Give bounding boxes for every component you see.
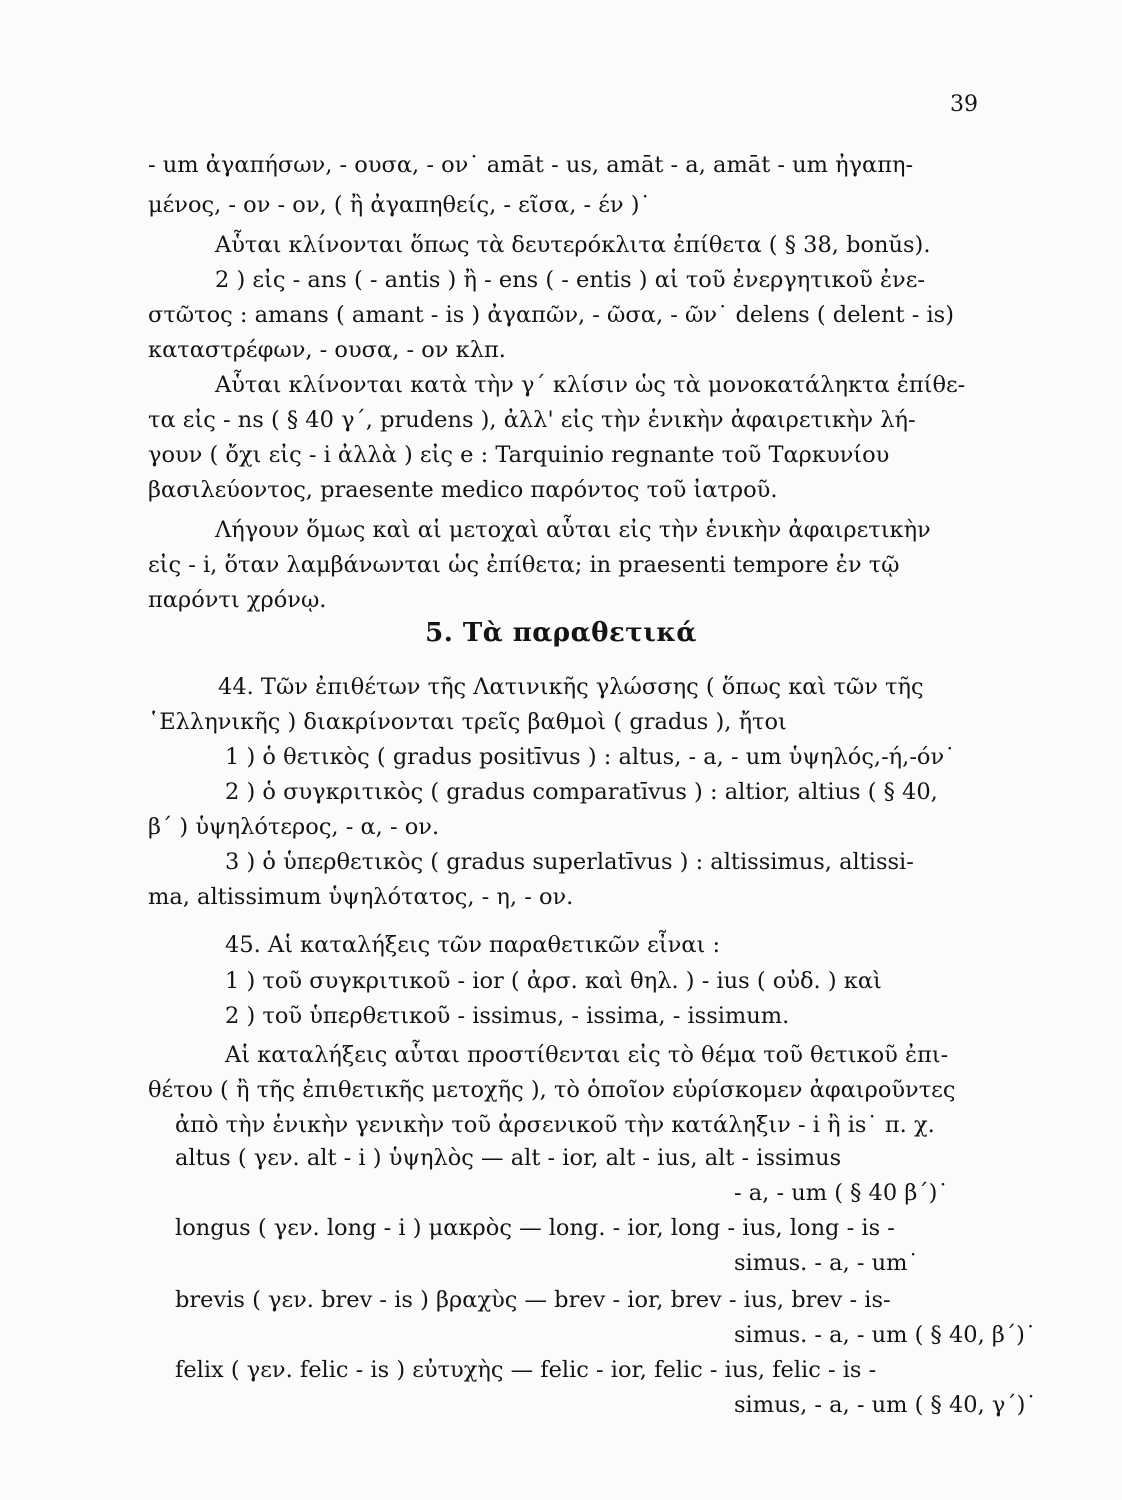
example-continuation: simus, - a, - um ( § 40, γ΄)˙ — [734, 1392, 1037, 1418]
example-row: longus ( γεν. long - i ) μακρὸς — long. - ior, long - ius, long - is - — [175, 1215, 895, 1241]
section-line: 45. Αἱ καταλήξεις τῶν παραθετικῶν εἶναι : — [225, 932, 721, 958]
section-title: 5. Τὰ παραθετικά — [425, 618, 697, 648]
section-line: 3 ) ὁ ὑπερθετικὸς ( gradus superlatīvus ) : altissimus, altissi- — [225, 849, 914, 875]
body-line: παρόντι χρόνῳ. — [148, 587, 327, 613]
body-line: Αὗται κλίνονται ὅπως τὰ δευτερόκλιτα ἐπίθετα ( § 38, bonŭs). — [215, 232, 931, 258]
body-line: Αὗται κλίνονται κατὰ τὴν γ΄ κλίσιν ὡς τὰ μονοκατάληκτα ἐπίθε- — [215, 372, 966, 398]
body-line: 2 ) εἰς - ans ( - antis ) ἢ - ens ( - entis ) αἱ τοῦ ἐνεργητικοῦ ἐνε- — [215, 267, 925, 293]
example-continuation: simus. - a, - um ( § 40, β΄)˙ — [734, 1322, 1037, 1348]
section-line: 1 ) ὁ θετικὸς ( gradus positīvus ) : altus, - a, - um ὑψηλός,-ή,-όν˙ — [225, 744, 956, 770]
example-continuation: - a, - um ( § 40 β΄)˙ — [734, 1180, 949, 1206]
example-row: brevis ( γεν. brev - is ) βραχὺς — brev - ior, brev - ius, brev - is- — [175, 1287, 891, 1313]
section-line: 2 ) ὁ συγκριτικὸς ( gradus comparatīvus ) : altior, altius ( § 40, — [225, 779, 938, 805]
body-line: μένος, - ον - ον, ( ἢ ἀγαπηθείς, - εῖσα, - έν )˙ — [148, 192, 651, 218]
body-line: γουν ( ὄχι εἰς - i ἀλλὰ ) εἰς e : Tarquinio regnante τοῦ Ταρκυνίου — [148, 442, 890, 468]
body-line: στῶτος : amans ( amant - is ) ἀγαπῶν, - ῶσα, - ῶν˙ delens ( delent - is) — [148, 302, 954, 328]
section-line: ῾Ελληνικῆς ) διακρίνονται τρεῖς βαθμοὶ ( gradus ), ἤτοι — [148, 709, 787, 735]
example-continuation: simus. - a, - um˙ — [734, 1250, 919, 1276]
body-line: Λήγουν ὅμως καὶ αἱ μετοχαὶ αὗται εἰς τὴν ἑνικὴν ἀφαιρετικὴν — [215, 517, 931, 543]
body-line: καταστρέφων, - ουσα, - ον κλπ. — [148, 337, 506, 363]
body-line: βασιλεύοντος, praesente medico παρόντος τοῦ ἰατροῦ. — [148, 477, 778, 503]
section-line: ma, altissimum ὑψηλότατος, - η, - ον. — [148, 884, 574, 910]
section-line: 1 ) τοῦ συγκριτικοῦ - ior ( ἀρσ. καὶ θηλ. ) - ius ( οὐδ. ) καὶ — [225, 968, 882, 994]
section-line: β΄ ) ὑψηλότερος, - α, - ον. — [148, 814, 440, 840]
body-line: εἰς - i, ὅταν λαμβάνωνται ὡς ἐπίθετα; in praesenti tempore ἐν τῷ — [148, 552, 900, 578]
section-line: 44. Τῶν ἐπιθέτων τῆς Λατινικῆς γλώσσης ( ὅπως καὶ τῶν τῆς — [218, 674, 924, 700]
example-row: altus ( γεν. alt - i ) ὑψηλὸς — alt - ior, alt - ius, alt - issimus — [175, 1145, 842, 1171]
body-line: τα εἰς - ns ( § 40 γ΄, prudens ), ἀλλ' εἰς τὴν ἑνικὴν ἀφαιρετικὴν λή- — [148, 407, 916, 433]
page-number: 39 — [950, 92, 978, 117]
section-line: Αἱ καταλήξεις αὗται προστίθενται εἰς τὸ θέμα τοῦ θετικοῦ ἐπι- — [225, 1042, 949, 1068]
section-line: θέτου ( ἢ τῆς ἐπιθετικῆς μετοχῆς ), τὸ ὁποῖον εὑρίσκομεν ἀφαιροῦντες — [148, 1077, 956, 1103]
example-row: felix ( γεν. felic - is ) εὐτυχὴς — felic - ior, felic - ius, felic - is - — [175, 1357, 877, 1383]
section-line: 2 ) τοῦ ὑπερθετικοῦ - issimus, - issima, - issimum. — [225, 1003, 790, 1029]
section-line: ἀπὸ τὴν ἑνικὴν γενικὴν τοῦ ἀρσενικοῦ τὴν κατάληξιν - i ἢ is˙ π. χ. — [175, 1112, 935, 1138]
body-line: - um ἀγαπήσων, - ουσα, - ον˙ amāt - us, amāt - a, amāt - um ἠγαπη- — [148, 152, 914, 178]
